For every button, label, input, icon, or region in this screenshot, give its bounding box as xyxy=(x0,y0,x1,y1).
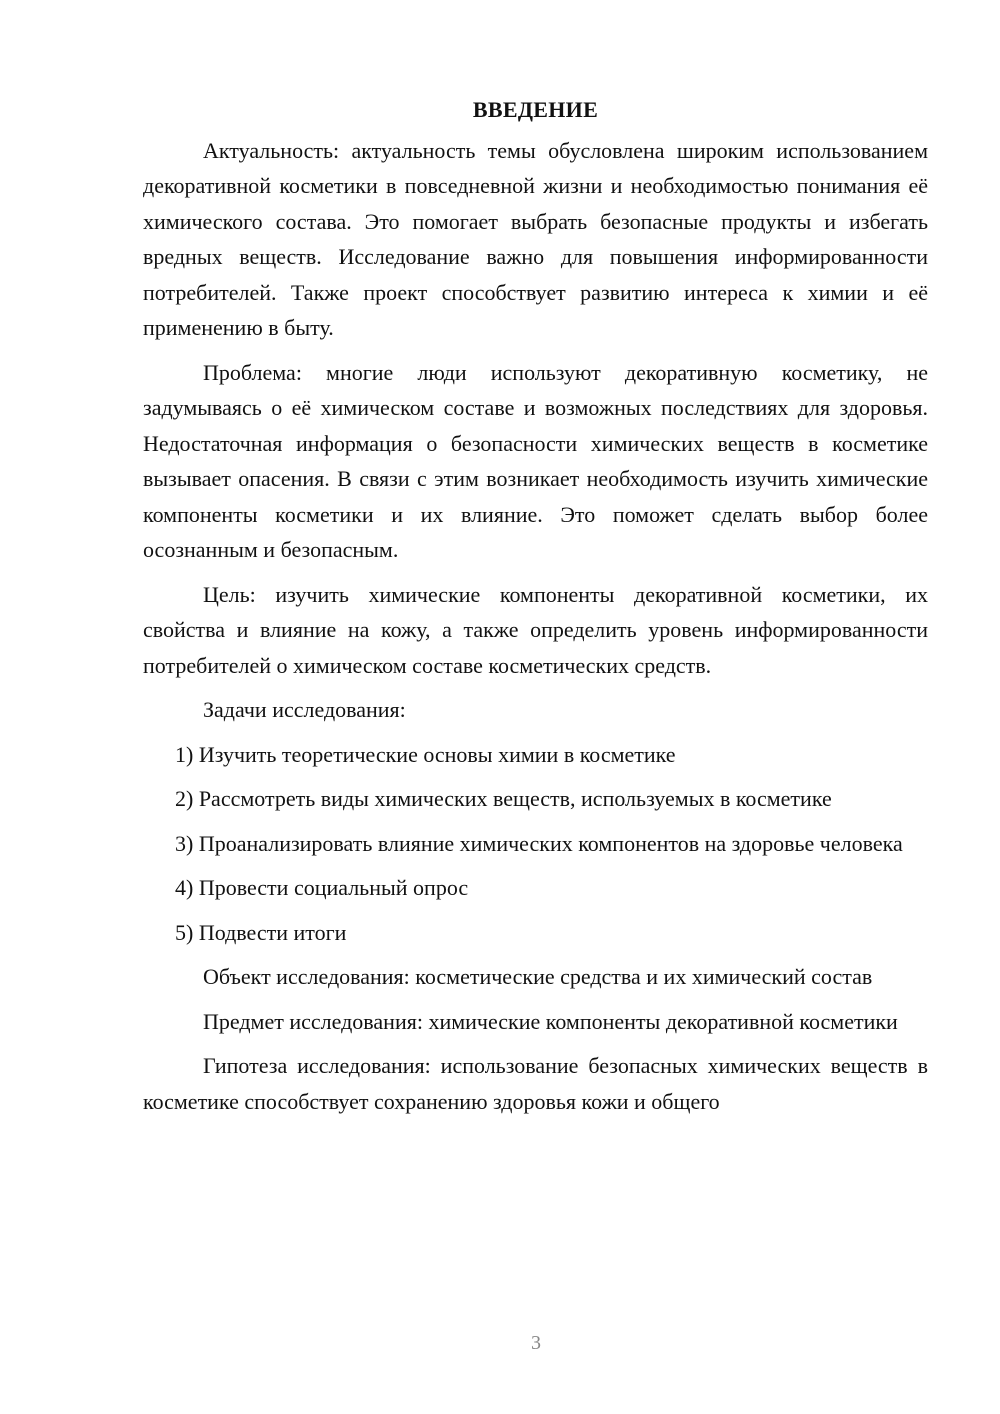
hypothesis-paragraph: Гипотеза исследования: использование безопасных химических веществ в косметике способствует сохранению здоровья кожи и общего xyxy=(143,1053,928,1114)
tasks-title: Задачи исследования: xyxy=(203,697,406,722)
page-title: ВВЕДЕНИЕ xyxy=(472,97,599,122)
tasks-list xyxy=(143,737,928,951)
object-paragraph: Объект исследования: косметические средства и их химический состав xyxy=(203,964,873,989)
list-item: 3) Проанализировать влияние химических компонентов на здоровье человека xyxy=(175,830,903,856)
list-item: 5) Подвести итоги xyxy=(175,919,347,945)
goal-paragraph: Цель: изучить химические компоненты декоративной косметики, их свойства и влияние на кожу, а также определить уровень информированности потребителей о химическом составе косметических средств. xyxy=(143,581,928,678)
list-item: 2) Рассмотреть виды химических веществ, используемых в косметике xyxy=(175,786,832,811)
page-number: 3 xyxy=(531,1332,541,1354)
subject-paragraph: Предмет исследования: химические компоненты декоративной косметики xyxy=(203,1008,898,1034)
list-item: 4) Провести социальный опрос xyxy=(175,875,469,900)
list-item: 1) Изучить теоретические основы химии в косметике xyxy=(175,741,676,767)
problem-paragraph: Проблема: многие люди используют декоративную косметику, не задумываясь о её химическом составе и возможных последствиях для здоровья. Недостаточная информация о безопасности химических веществ в косметике вызывает опасения. В связи с этим возникает необходимость изучить химические компоненты косметики и их влияние. Это поможет сделать выбор более осознанным и безопасным. xyxy=(143,359,928,562)
document-page xyxy=(143,92,928,1128)
relevance-paragraph: Актуальность: актуальность темы обусловлена широким использованием декоративной косметики в повседневной жизни и необходимостью понимания её химического состава. Это помогает выбрать безопасные продукты и избегать вредных веществ. Исследование важно для повышения информированности потребителей. Также проект способствует развитию интереса к химии и её применению в быту. xyxy=(143,137,928,340)
